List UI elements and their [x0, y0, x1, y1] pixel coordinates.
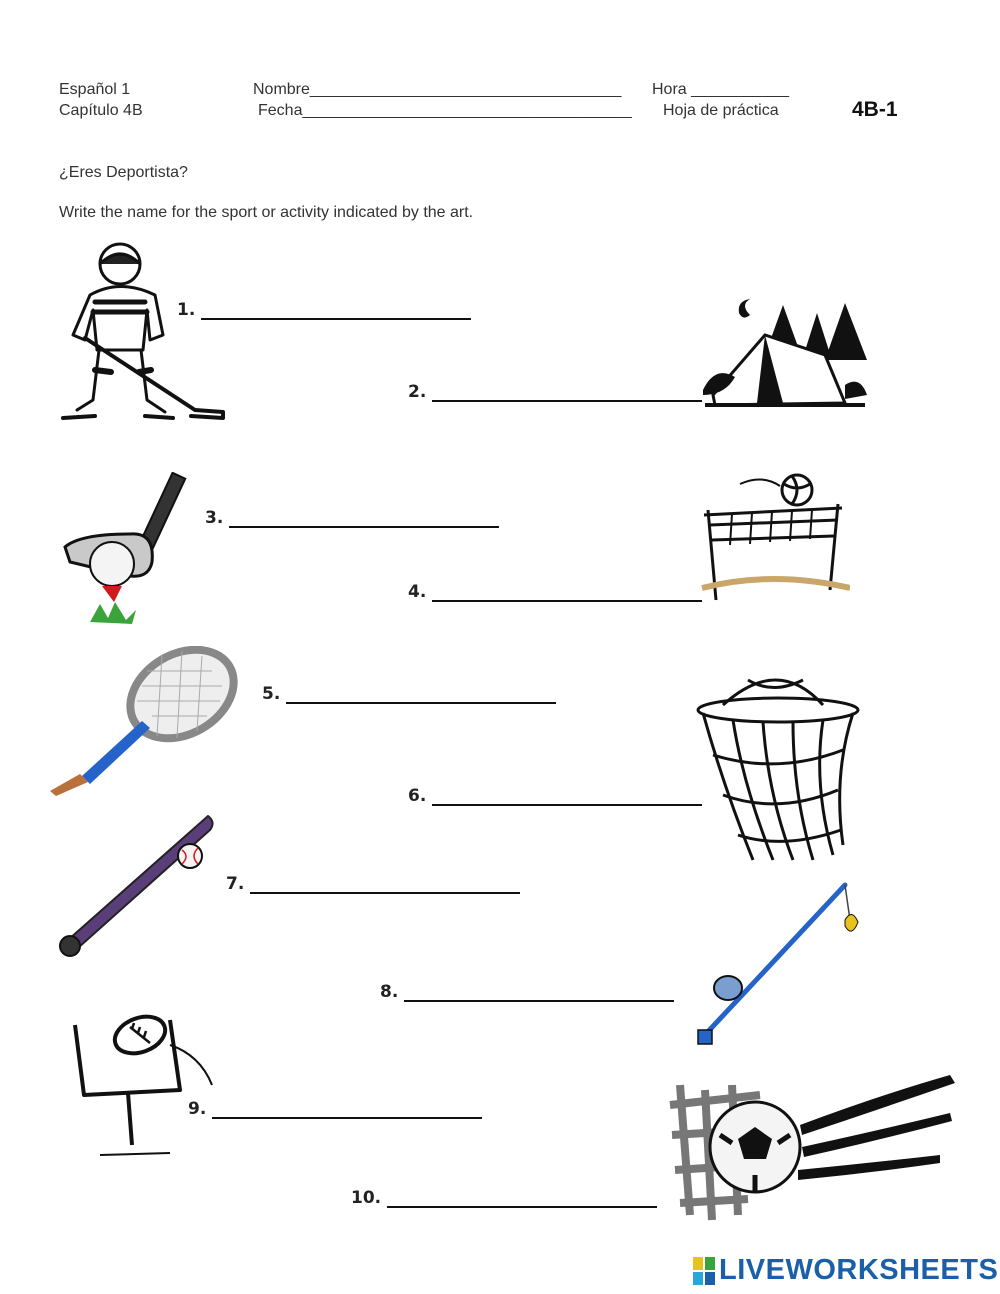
answer-input-9[interactable]: [212, 1097, 482, 1119]
answer-input-7[interactable]: [250, 872, 520, 894]
answer-input-8[interactable]: [404, 980, 674, 1002]
brand-name: LIVEWORKSHEETS: [719, 1254, 999, 1286]
basketball-hoop-icon: [693, 665, 863, 865]
answer-row-7: [226, 866, 520, 894]
camping-tent-icon: [695, 295, 880, 420]
football-goalpost-icon: [70, 1005, 220, 1165]
answer-row-9: [188, 1091, 482, 1119]
liveworksheets-mark-icon: [693, 1257, 715, 1285]
volleyball-net-icon: [692, 470, 850, 620]
hour-field-label: Hora ___________: [652, 81, 790, 98]
worksheet-code: 4B-1: [852, 98, 898, 121]
tennis-racket-icon: [42, 646, 242, 796]
answer-number: 7.: [226, 874, 245, 894]
answer-number: 6.: [408, 786, 427, 806]
answer-row-6: [408, 778, 702, 806]
answer-input-1[interactable]: [201, 298, 471, 320]
fishing-rod-icon: [690, 880, 865, 1052]
answer-number: 3.: [205, 508, 224, 528]
answer-input-2[interactable]: [432, 380, 702, 402]
hockey-player-icon: [55, 240, 230, 438]
answer-row-2: [408, 374, 702, 402]
answer-number: 8.: [380, 982, 399, 1002]
answer-input-10[interactable]: [387, 1186, 657, 1208]
answer-number: 2.: [408, 382, 427, 402]
sheet-label: Hoja de práctica: [663, 102, 779, 119]
name-field-label: Nombre___________________________________: [253, 81, 622, 98]
answer-number: 10.: [351, 1188, 382, 1208]
instructions: Write the name for the sport or activity indicated by the art.: [59, 204, 474, 221]
date-field-label: Fecha_____________________________________: [258, 102, 632, 119]
answer-input-5[interactable]: [286, 682, 556, 704]
answer-number: 5.: [262, 684, 281, 704]
liveworksheets-logo: [693, 1254, 998, 1287]
soccer-ball-icon: [660, 1075, 960, 1225]
baseball-bat-icon: [58, 808, 218, 963]
page-title: ¿Eres Deportista?: [59, 164, 188, 181]
course-label: Español 1: [59, 81, 131, 98]
golf-club-icon: [60, 472, 195, 627]
answer-row-8: [380, 974, 674, 1002]
answer-input-6[interactable]: [432, 784, 702, 806]
answer-input-4[interactable]: [432, 580, 702, 602]
answer-row-4: [408, 574, 702, 602]
answer-number: 9.: [188, 1099, 207, 1119]
answer-row-10: [351, 1180, 657, 1208]
answer-number: 1.: [177, 300, 196, 320]
answer-row-3: [205, 500, 499, 528]
answer-number: 4.: [408, 582, 427, 602]
answer-input-3[interactable]: [229, 506, 499, 528]
chapter-label: Capítulo 4B: [59, 102, 143, 119]
answer-row-5: [262, 676, 556, 704]
